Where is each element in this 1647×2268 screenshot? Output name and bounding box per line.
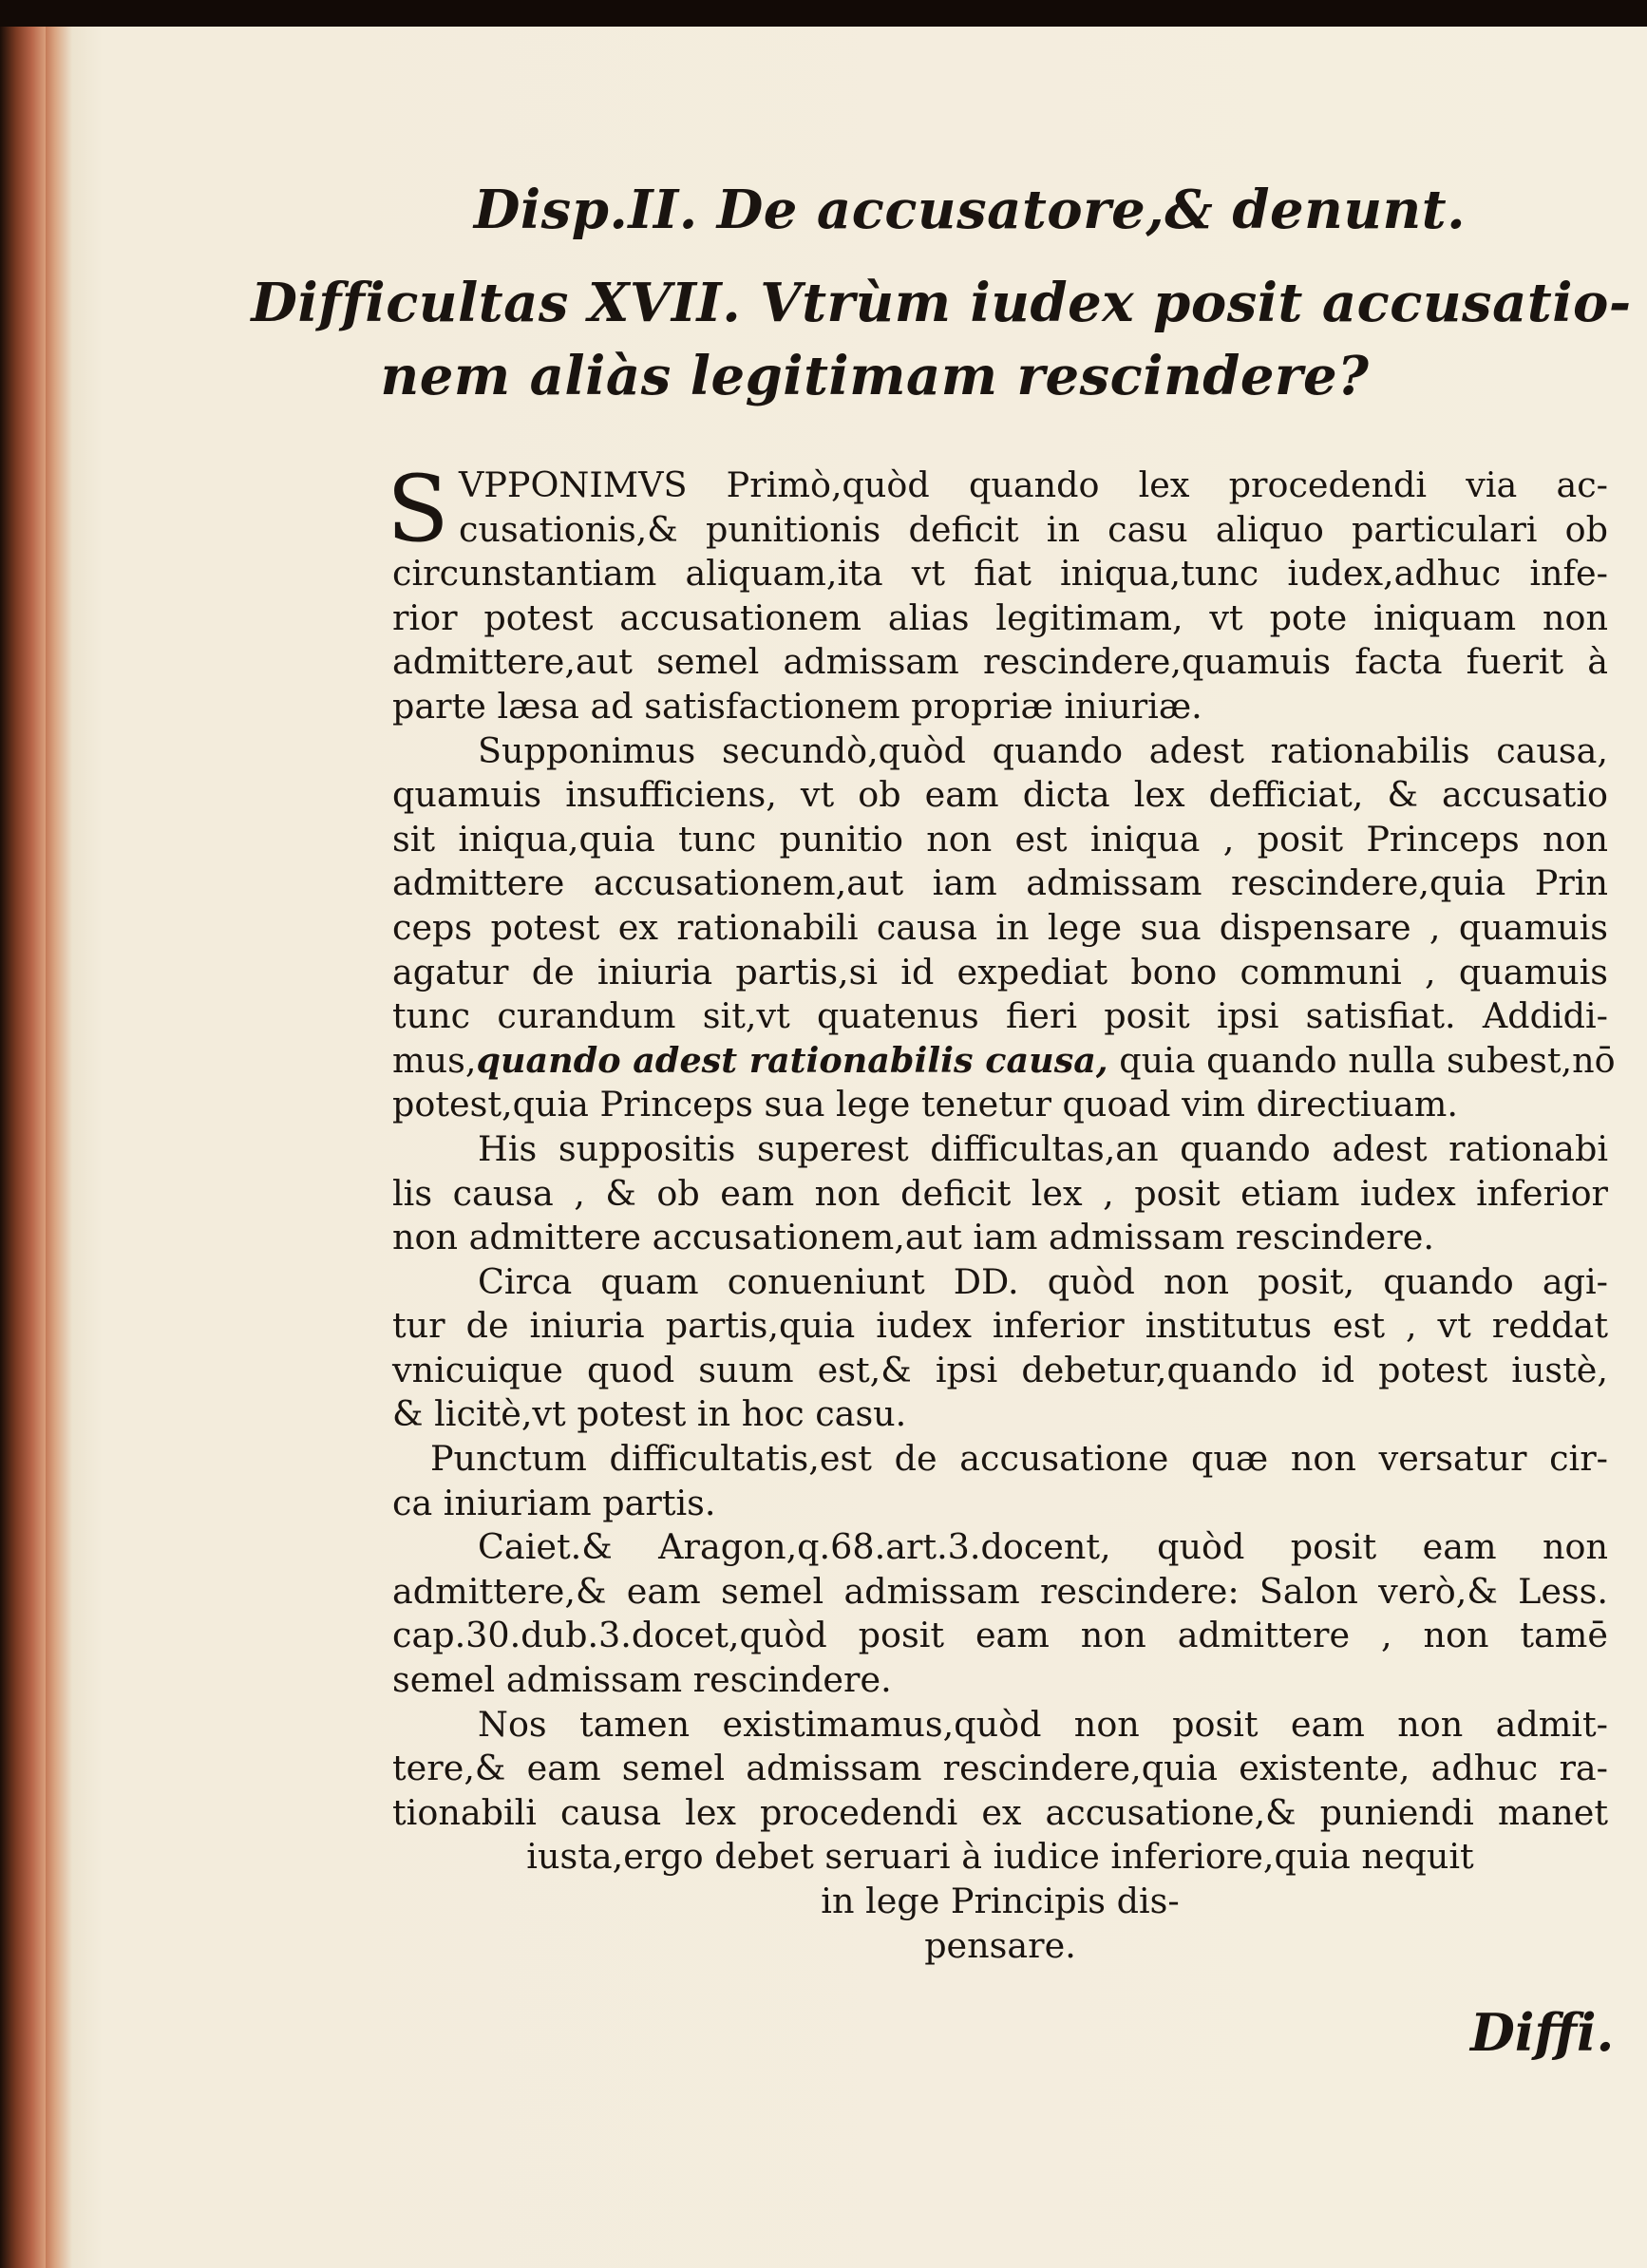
running-head: Disp.II. De accusatore,& denunt. [473, 179, 1467, 241]
text-line: semel admissam rescindere. [392, 1659, 892, 1701]
text-line: admittere,aut semel admissam rescindere,quamuis facta fuerit à [392, 641, 1608, 683]
text-line: Nos tamen existimamus,quòd non posit eam non admit- [478, 1703, 1608, 1745]
text-line: ceps potest ex rationabili causa in lege sua dispensare , quamuis [392, 906, 1608, 948]
book-page [46, 27, 1647, 2268]
text-line: iusta,ergo debet seruari à iudice inferiore,quia nequit [526, 1836, 1474, 1878]
text-line: ca iniuriam partis. [392, 1482, 716, 1523]
text-line: tunc curandum sit,vt quatenus fieri posit ipsi satisfiat. Addidi- [392, 995, 1608, 1037]
drop-cap: S [387, 456, 449, 562]
text-line: rior potest accusationem alias legitimam, vt pote iniquam non [392, 596, 1608, 638]
catchword: Diffi. [1470, 2002, 1615, 2063]
text-line: admittere,& eam semel admissam rescindere: Salon verò,& Less. [392, 1570, 1608, 1612]
text-line: admittere accusationem,aut iam admissam rescindere,quia Prin [392, 862, 1608, 904]
text-line: tur de iniuria partis,quia iudex inferior institutus est , vt reddat [392, 1305, 1608, 1347]
text-line: pensare. [924, 1924, 1076, 1966]
difficulty-title-line-2: nem aliàs legitimam rescindere? [380, 345, 1370, 407]
italic-phrase: quando adest rationabilis causa, [476, 1039, 1108, 1081]
text-line: circunstantiam aliquam,ita vt fiat iniqua,tunc iudex,adhuc infe- [392, 553, 1608, 595]
difficulty-title-line-1: Difficultas XVII. Vtrùm iudex posit accusatio- [251, 272, 1632, 334]
text-line: VPPONIMVS Primò,quòd quando lex procedendi via ac- [459, 464, 1608, 505]
text-line: tere,& eam semel admissam rescindere,quia existente, adhuc ra- [392, 1748, 1608, 1789]
text-line: sit iniqua,quia tunc punitio non est iniqua , posit Princeps non [392, 818, 1608, 860]
text-line: agatur de iniuria partis,si id expediat bono communi , quamuis [392, 951, 1608, 992]
text-line: in lege Principis dis- [821, 1881, 1180, 1921]
page-edge [0, 27, 46, 2268]
text-line: & licitè,vt potest in hoc casu. [392, 1393, 907, 1435]
text-line: quamuis insufficiens, vt ob eam dicta lex defficiat, & accusatio [392, 774, 1608, 816]
text-line: non admittere accusationem,aut iam admissam rescindere. [392, 1217, 1434, 1258]
text-line: lis causa , & ob eam non deficit lex , posit etiam iudex inferior [392, 1172, 1608, 1214]
text-line: cap.30.dub.3.docet,quòd posit eam non admittere , non tamē [392, 1615, 1608, 1656]
text-line: Caiet.& Aragon,q.68.art.3.docent, quòd posit eam non [478, 1526, 1608, 1568]
line-segment: quia quando nulla subest,nō [1107, 1039, 1616, 1081]
text-line: Punctum difficultatis,est de accusatione quæ non versatur cir- [430, 1438, 1608, 1480]
text-line: tionabili causa lex procedendi ex accusatione,& puniendi manet [392, 1791, 1608, 1833]
text-line [392, 1039, 1616, 1084]
body-text [387, 456, 1616, 1968]
line-segment: mus, [392, 1039, 477, 1081]
text-line: potest,quia Princeps sua lege tenetur quoad vim directiuam. [392, 1084, 1458, 1125]
text-line: parte læsa ad satisfactionem propriæ iniuriæ. [392, 685, 1202, 727]
text-line: Supponimus secundò,quòd quando adest rationabilis causa, [478, 729, 1608, 771]
text-line: Circa quam conueniunt DD. quòd non posit, quando agi- [478, 1260, 1608, 1302]
text-line: vnicuique quod suum est,& ipsi debetur,quando id potest iustè, [392, 1349, 1608, 1390]
text-line: His suppositis superest difficultas,an quando adest rationabi [478, 1127, 1608, 1169]
text-line: cusationis,& punitionis deficit in casu aliquo particulari ob [459, 508, 1608, 550]
